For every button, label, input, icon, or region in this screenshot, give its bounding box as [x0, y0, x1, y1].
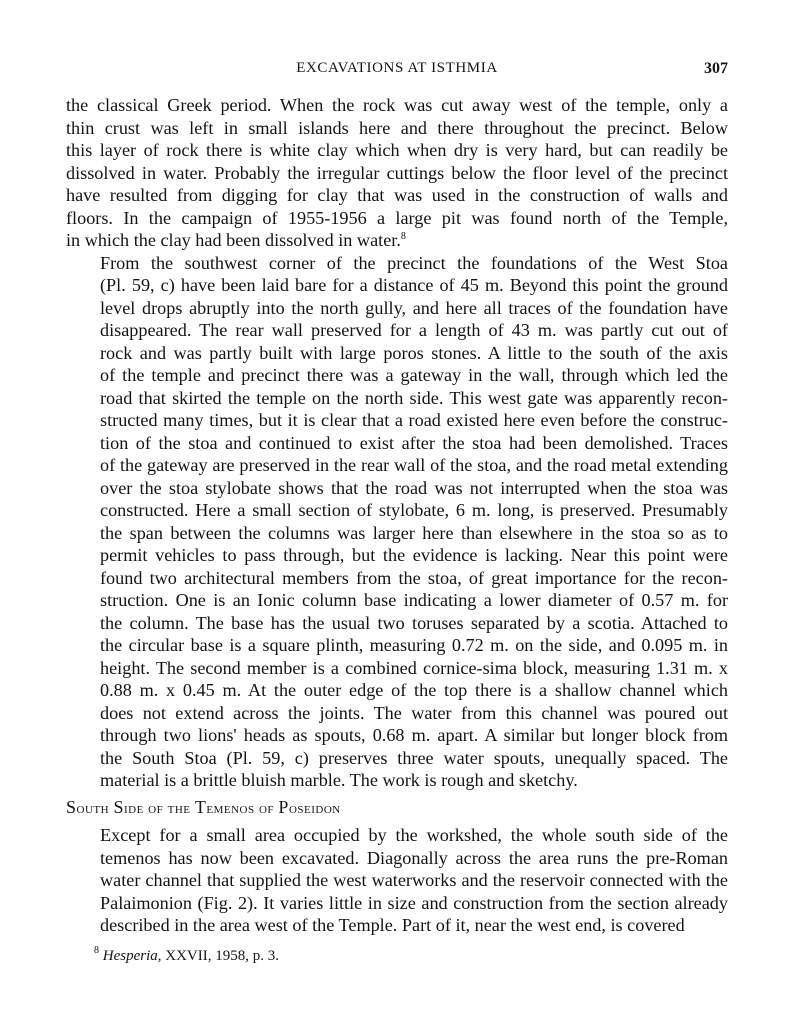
text-line: structed many times, but it is clear that a road existed here even before the construc-: [100, 410, 728, 430]
text-line: the column. The base has the usual two toruses separated by a scotia. Attached to: [100, 612, 728, 633]
text-line: over the stoa stylobate shows that the road was not interrupted when the stoa was: [100, 477, 728, 498]
footnote-journal: Hesperia: [102, 948, 158, 964]
text-line: level drops abruptly into the north gully, and here all traces of the foundation have: [100, 297, 728, 318]
text-line: found two architectural members from the stoa, of great importance for the recon-: [100, 567, 728, 588]
text-line: struction. One is an Ionic column base indicating a lower diameter of 0.57 m. for: [100, 590, 728, 610]
text-line: in which the clay had been dissolved in water.$^8$: [66, 230, 406, 250]
page-number: 307: [704, 60, 728, 77]
paragraph-south-side: [66, 824, 728, 937]
running-title: EXCAVATIONS AT ISTHMIA: [296, 60, 498, 76]
text-line: From the southwest corner of the precinct the foundations of the West Stoa: [100, 252, 728, 273]
text-line: of the gateway are preserved in the rear wall of the stoa, and the road metal extending: [100, 455, 728, 475]
section-body: [66, 824, 728, 937]
text-line: does not extend across the joints. The water from this channel was poured out: [100, 702, 728, 723]
text-line: the span between the columns was larger here than elsewhere in the stoa so as to: [100, 522, 728, 543]
text-line: 0.88 m. x 0.45 m. At the outer edge of the top there is a shallow channel which: [100, 680, 728, 700]
footnote: [94, 945, 279, 965]
text-line: this layer of rock there is white clay which when dry is very hard, but can readily be: [66, 140, 728, 160]
text-line: tion of the stoa and continued to exist after the stoa had been demolished. Traces: [100, 432, 728, 453]
footnote-marker: 8: [94, 945, 99, 956]
text-line: (Pl. 59, c) have been laid bare for a distance of 45 m. Beyond this point the ground: [100, 275, 728, 295]
text-line: rock and was partly built with large poros stones. A little to the south of the axis: [100, 342, 728, 363]
text-line: of the temple and precinct there was a gateway in the wall, through which led the: [100, 365, 728, 385]
text-line: Palaimonion (Fig. 2). It varies little in size and construction from the section already: [100, 892, 728, 913]
paragraph-clay-cuttings: [66, 94, 728, 252]
text-line: Except for a small area occupied by the workshed, the whole south side of the: [100, 825, 728, 845]
text-line: disappeared. The rear wall preserved for a length of 43 m. was partly cut out of: [100, 320, 728, 340]
section-heading: [66, 797, 341, 818]
text-line: permit vehicles to pass through, but the evidence is lacking. Near this point were: [100, 545, 728, 565]
footnote-ref: 8: [400, 231, 406, 242]
paragraph-west-stoa: [66, 252, 728, 792]
text-line: water channel that supplied the west waterworks and the reservoir connected with the: [100, 870, 728, 890]
text-line: the South Stoa (Pl. 59, c) preserves three water spouts, unequally spaced. The: [100, 747, 728, 768]
text-line: floors. In the campaign of 1955-1956 a large pit was found north of the Temple,: [66, 207, 728, 228]
text-line: road that skirted the temple on the north side. This west gate was apparently recon-: [100, 387, 728, 408]
text-line: through two lions' heads as spouts, 0.68 m. apart. A similar but longer block from: [100, 725, 728, 745]
section-heading-text: South Side of the Temenos of Poseidon: [66, 797, 341, 817]
text-line: temenos has now been excavated. Diagonally across the area runs the pre-Roman: [100, 847, 728, 868]
text-line: the classical Greek period. When the rock was cut away west of the temple, only a: [66, 95, 728, 115]
running-head: [66, 60, 728, 82]
text-line: described in the area west of the Temple. Part of it, near the west end, is covered: [100, 915, 685, 935]
body-text: [66, 94, 728, 792]
text-line: constructed. Here a small section of stylobate, 6 m. long, is preserved. Presumably: [100, 500, 728, 520]
footnote-citation: , XXVII, 1958, p. 3.: [157, 948, 279, 964]
text-line: dissolved in water. Probably the irregular cuttings below the floor level of the precinct: [66, 162, 728, 183]
text-line: material is a brittle bluish marble. The work is rough and sketchy.: [100, 770, 578, 790]
text-line: height. The second member is a combined cornice-sima block, measuring 1.31 m. x: [100, 657, 728, 678]
text-line: thin crust was left in small islands here and there throughout the precinct. Below: [66, 117, 728, 138]
text-line: the circular base is a square plinth, measuring 0.72 m. on the side, and 0.095 m. in: [100, 635, 728, 655]
text-line: have resulted from digging for clay that was used in the construction of walls and: [66, 185, 728, 205]
